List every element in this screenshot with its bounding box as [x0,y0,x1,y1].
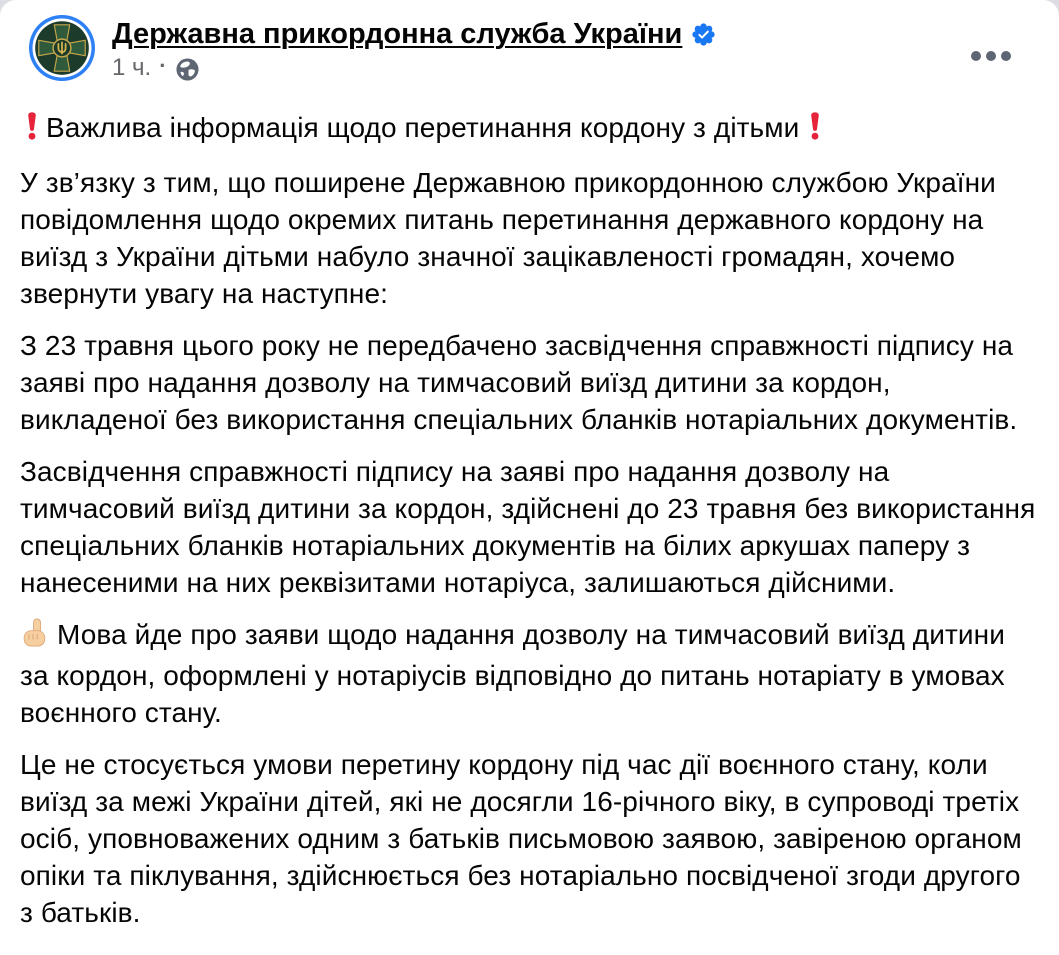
meta-separator: · [159,53,167,79]
red-exclamation-icon [27,112,37,149]
post-paragraph-text: Мова йде про заяви щодо надання дозволу на тимчасовий виїзд дитини за кордон, оформлені у нотаріусів відповідно до питань нотаріату в умовах воєнного стану. [20,618,1005,728]
page-name-link[interactable]: Державна прикордонна служба України [112,18,683,50]
post-paragraph: Засвідчення справжності підпису на заяві про надання дозволу на тимчасовий виїзд дитини за кордон, здійснені до 23 травня без використання спеціальних бланків нотаріальних документів на білих аркушах паперу з нанесеними на них реквізитами нотаріуса, залишаються дійсними. [20,455,1036,598]
avatar[interactable] [29,15,95,81]
name-row [112,16,715,52]
post-paragraph: З 23 травня цього року не передбачено засвідчення справжності підпису на заяві про надання дозволу на тимчасовий виїзд дитини за кордон, викладеної без використання спеціальних бланків нотаріальних документів. [20,329,1018,435]
post-content [20,109,1039,931]
ellipsis-dot [971,51,981,61]
red-exclamation-icon [810,112,820,149]
ellipsis-dot [1001,51,1011,61]
post-title-text: Важлива інформація щодо перетинання кордону з дітьми [46,111,800,143]
post-paragraph: У зв’язку з тим, що поширене Державною прикордонною службою України повідомлення щодо окремих питань перетинання державного кордону на виїзд з України дітьми набуло значної зацікавленості громадян, хочемо звернути увагу на наступне: [20,166,996,309]
verified-badge-icon [692,23,715,46]
ellipsis-dot [986,51,996,61]
header-text-block [112,15,715,82]
index-pointing-up-icon [20,618,48,657]
border-guard-emblem-icon [29,15,95,81]
post-title-line [20,109,1039,149]
post-header [20,15,1039,82]
post-meta-row [112,55,715,81]
more-options-button[interactable] [961,41,1021,71]
globe-public-icon [175,57,200,82]
post-paragraph [20,616,1039,731]
timestamp-link[interactable]: 1 ч. [112,54,152,82]
post-paragraph: Це не стосується умови перетину кордону під час дії воєнного стану, коли виїзд за межі України дітей, які не досягли 16-річного віку, в супроводі третіх осіб, уповноважених одним з батьків письмовою заявою, завіреною органом опіки та піклування, здійснюється без нотаріально посвідченої згоди другого з батьків. [20,748,1022,928]
